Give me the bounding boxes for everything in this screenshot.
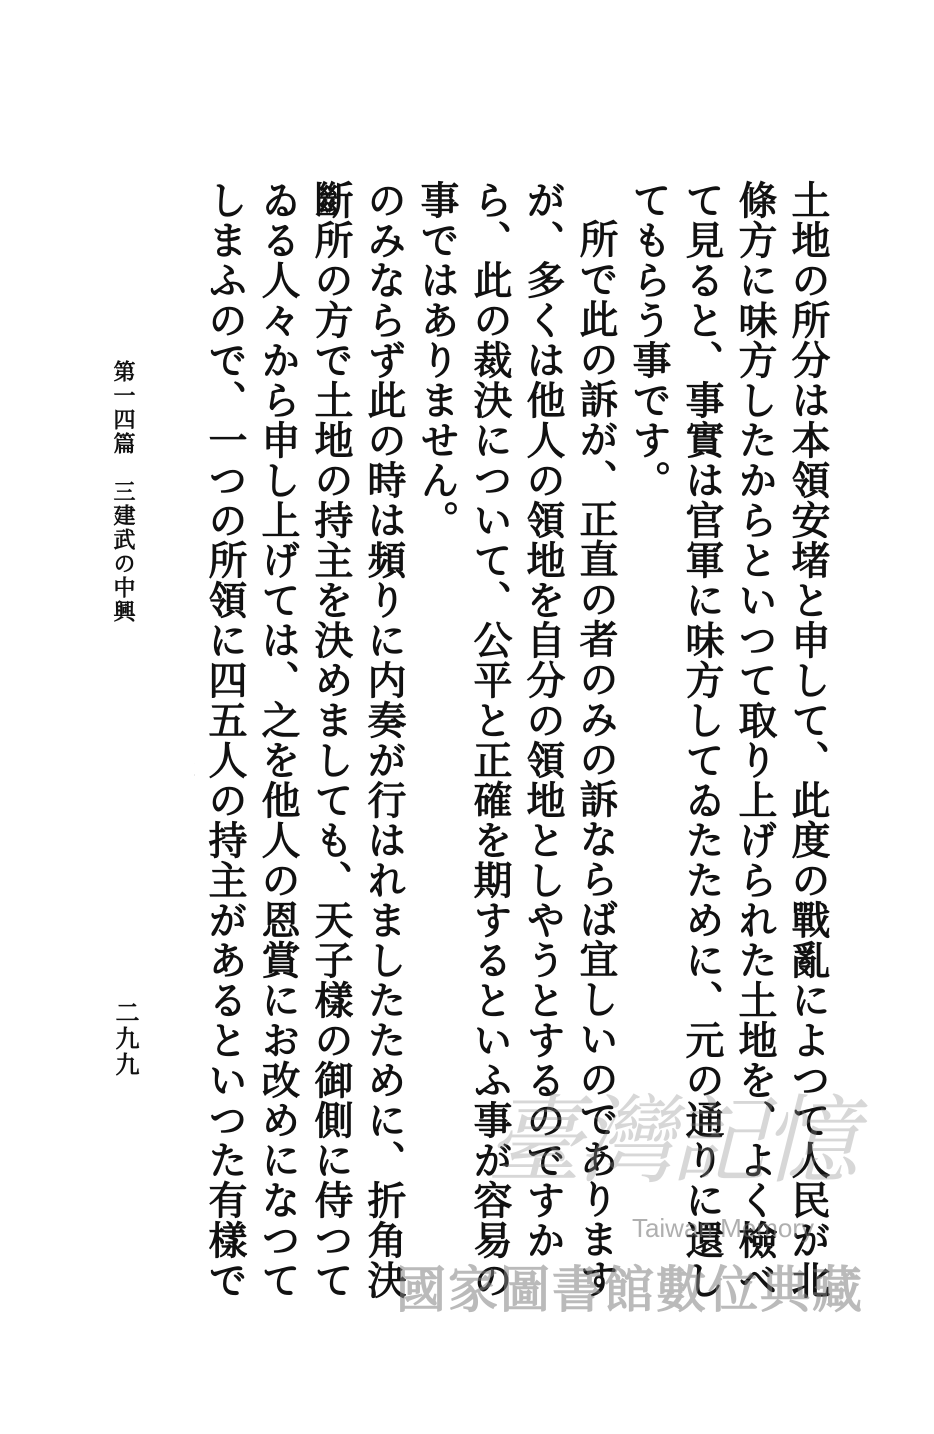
watermark-label: 國家圖書館數位典藏 [396,1261,864,1319]
body-text [194,180,834,1300]
paragraph-3: のみならず此の時は頻りに内奏が行はれましたために、折角決斷所の方で土地の持主を決めましても、天子樣の御側に侍つてゐる人々から申し上げては、之を他人の恩賞にお改めになつてしまふので、一つの所領に四五人の持主があるといつた有樣で [202,180,407,1300]
watermark-subtitle: Taiwan Memory [631,1213,814,1243]
running-head: 第一四篇 三建武の中興 [110,360,136,624]
paragraph-2: 所で此の訴が、正直の者のみの訴ならば宜しいのでありますが、多くは他人の領地を自分の領地としやうとするのですから、此の裁決について、公平と正確を期するといふ事が容易の事ではありません。 [414,180,619,1300]
paragraph-1: 土地の所分は本領安堵と申して、此度の戰亂によつて人民が北條方に味方したからといつて取り上げられた土地を、よく檢べて見ると、事實は官軍に味方してゐたために、元の通りに還してもらう事です。 [626,180,831,1300]
page-number: 二九九 [111,1000,140,1078]
watermark-logo: 臺灣記憶 [486,1085,854,1197]
